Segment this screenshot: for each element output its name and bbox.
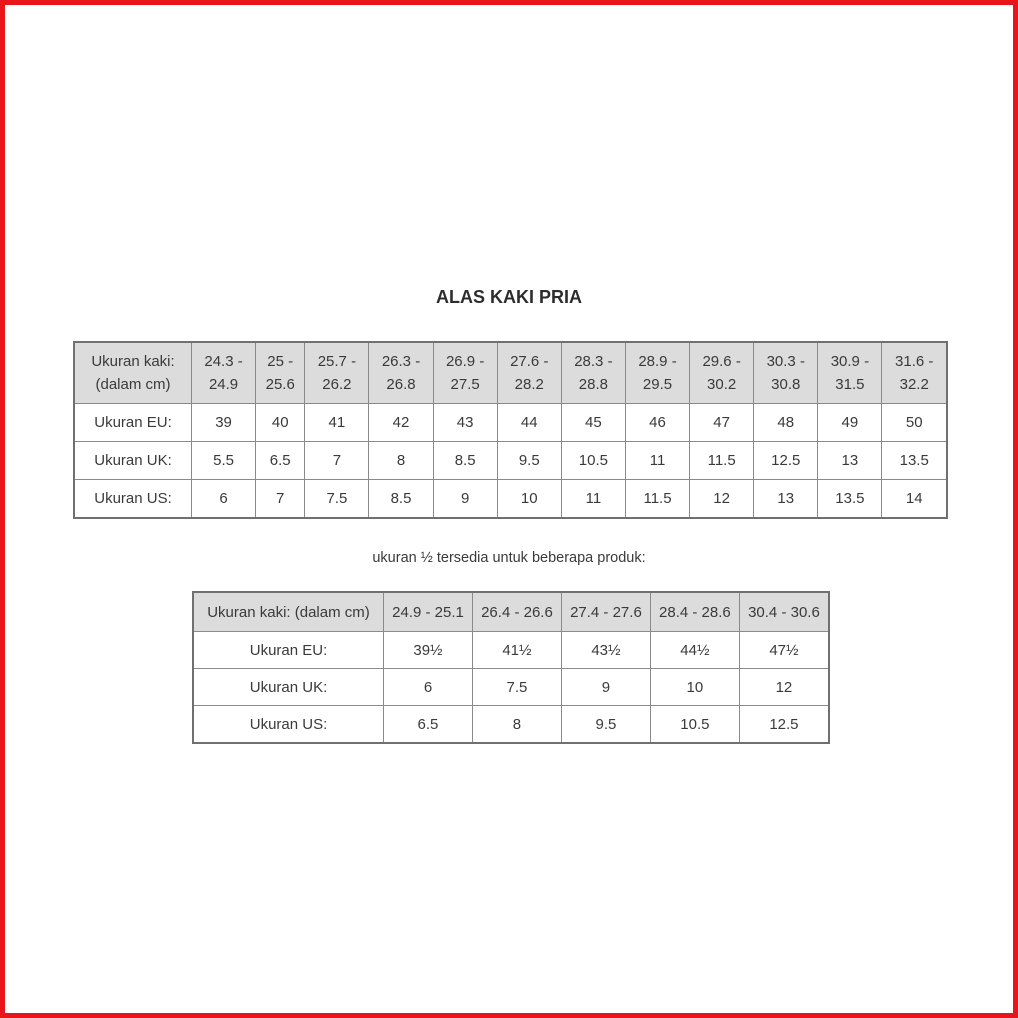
header-label-cell bbox=[74, 342, 192, 404]
size-cm-cell bbox=[818, 342, 882, 404]
table-cell: 10.5 bbox=[650, 706, 739, 744]
table-row-us bbox=[74, 480, 947, 519]
size-cm-line: 26.8 bbox=[386, 376, 416, 393]
table-cell: 10 bbox=[650, 669, 739, 706]
table-cell: 43½ bbox=[561, 632, 650, 669]
size-cm-line: 26.9 - bbox=[445, 353, 485, 370]
size-cm-cell bbox=[754, 342, 818, 404]
table-cell: 9.5 bbox=[497, 442, 561, 480]
size-cm-cell: 27.4 - 27.6 bbox=[561, 592, 650, 632]
row-label: Ukuran UK: bbox=[193, 669, 384, 706]
row-label: Ukuran US: bbox=[74, 480, 192, 519]
size-cm-line: 24.9 bbox=[208, 376, 239, 393]
row-label: Ukuran EU: bbox=[74, 404, 192, 442]
table-cell: 11.5 bbox=[690, 442, 754, 480]
size-cm-cell: 24.9 - 25.1 bbox=[384, 592, 473, 632]
table-row-uk bbox=[74, 442, 947, 480]
size-cm-line: 28.8 bbox=[578, 376, 608, 393]
table-cell: 5.5 bbox=[192, 442, 256, 480]
size-cm-line: 32.2 bbox=[899, 376, 929, 393]
table-row-uk bbox=[193, 669, 829, 706]
table-row-eu bbox=[74, 404, 947, 442]
table-cell: 7.5 bbox=[305, 480, 369, 519]
table-cell: 8 bbox=[472, 706, 561, 744]
size-cm-line: 27.6 - bbox=[510, 353, 549, 370]
size-cm-cell bbox=[256, 342, 305, 404]
table-cell: 11 bbox=[625, 442, 689, 480]
size-cm-line: 31.5 bbox=[835, 376, 865, 393]
size-table-main bbox=[73, 341, 948, 519]
size-cm-line: 25.7 - bbox=[317, 353, 357, 370]
size-cm-cell: 30.4 - 30.6 bbox=[739, 592, 829, 632]
table-cell: 12 bbox=[739, 669, 829, 706]
size-table-half bbox=[192, 591, 830, 744]
table-cell: 11.5 bbox=[625, 480, 689, 519]
table-cell: 7 bbox=[305, 442, 369, 480]
table-cell: 10.5 bbox=[561, 442, 625, 480]
size-cm-line: 28.2 bbox=[514, 376, 544, 393]
size-cm-cell bbox=[690, 342, 754, 404]
size-cm-line: 28.3 - bbox=[574, 353, 613, 370]
table-cell: 44 bbox=[497, 404, 561, 442]
size-cm-cell: 26.4 - 26.6 bbox=[472, 592, 561, 632]
size-cm-line: 25 - bbox=[267, 353, 294, 370]
table-cell: 6 bbox=[384, 669, 473, 706]
header-label-cell: Ukuran kaki: (dalam cm) bbox=[193, 592, 384, 632]
table-cell: 41 bbox=[305, 404, 369, 442]
table-cell: 13 bbox=[754, 480, 818, 519]
page-title: ALAS KAKI PRIA bbox=[435, 287, 582, 307]
size-cm-cell bbox=[882, 342, 947, 404]
table-cell: 10 bbox=[497, 480, 561, 519]
header-label-line: (dalam cm) bbox=[95, 376, 171, 393]
table-cell: 13 bbox=[818, 442, 882, 480]
table-cell: 39 bbox=[192, 404, 256, 442]
table-cell: 11 bbox=[561, 480, 625, 519]
size-cm-line: 29.5 bbox=[642, 376, 673, 393]
row-label: Ukuran EU: bbox=[193, 632, 384, 669]
table-cell: 41½ bbox=[472, 632, 561, 669]
row-label: Ukuran UK: bbox=[74, 442, 192, 480]
table-cell: 6.5 bbox=[256, 442, 305, 480]
table-cell: 48 bbox=[754, 404, 818, 442]
size-cm-cell bbox=[433, 342, 497, 404]
table-row-eu bbox=[193, 632, 829, 669]
size-cm-line: 30.8 bbox=[771, 376, 801, 393]
table-cell: 44½ bbox=[650, 632, 739, 669]
size-cm-cell bbox=[625, 342, 689, 404]
size-cm-line: 31.6 - bbox=[895, 353, 934, 370]
header-label-line: Ukuran kaki: bbox=[91, 353, 175, 370]
table-cell: 13.5 bbox=[882, 442, 947, 480]
table-cell: 12.5 bbox=[739, 706, 829, 744]
size-cm-line: 24.3 - bbox=[204, 353, 243, 370]
size-cm-line: 27.5 bbox=[450, 376, 480, 393]
table-cell: 8.5 bbox=[369, 480, 433, 519]
size-cm-cell bbox=[369, 342, 433, 404]
size-cm-cell bbox=[497, 342, 561, 404]
table-cell: 46 bbox=[625, 404, 689, 442]
size-cm-line: 26.3 - bbox=[381, 353, 421, 370]
table-cell: 39½ bbox=[384, 632, 473, 669]
row-label: Ukuran US: bbox=[193, 706, 384, 744]
table-cell: 40 bbox=[256, 404, 305, 442]
table-cell: 7 bbox=[256, 480, 305, 519]
half-size-note: ukuran ½ tersedia untuk beberapa produk: bbox=[372, 550, 646, 566]
table-row-us bbox=[193, 706, 829, 744]
size-cm-line: 30.3 - bbox=[766, 353, 805, 370]
size-cm-line: 29.6 - bbox=[702, 353, 741, 370]
size-cm-line: 26.2 bbox=[322, 376, 352, 393]
table-cell: 8.5 bbox=[433, 442, 497, 480]
table-cell: 50 bbox=[882, 404, 947, 442]
table-cell: 6.5 bbox=[384, 706, 473, 744]
size-cm-line: 30.2 bbox=[707, 376, 737, 393]
table-cell: 9.5 bbox=[561, 706, 650, 744]
size-cm-line: 25.6 bbox=[265, 376, 295, 393]
table-cell: 47 bbox=[690, 404, 754, 442]
table-cell: 6 bbox=[192, 480, 256, 519]
table-cell: 12 bbox=[690, 480, 754, 519]
table-cell: 42 bbox=[369, 404, 433, 442]
size-cm-cell bbox=[305, 342, 369, 404]
table-cell: 12.5 bbox=[754, 442, 818, 480]
size-cm-line: 30.9 - bbox=[830, 353, 870, 370]
table-cell: 7.5 bbox=[472, 669, 561, 706]
size-cm-cell bbox=[192, 342, 256, 404]
table-cell: 14 bbox=[882, 480, 947, 519]
size-cm-cell: 28.4 - 28.6 bbox=[650, 592, 739, 632]
table-cell: 13.5 bbox=[818, 480, 882, 519]
table-cell: 9 bbox=[561, 669, 650, 706]
size-cm-cell bbox=[561, 342, 625, 404]
table-cell: 8 bbox=[369, 442, 433, 480]
table-header-row bbox=[193, 592, 829, 632]
table-cell: 47½ bbox=[739, 632, 829, 669]
table-header-row bbox=[74, 342, 947, 404]
table-cell: 49 bbox=[818, 404, 882, 442]
table-cell: 45 bbox=[561, 404, 625, 442]
table-cell: 9 bbox=[433, 480, 497, 519]
table-cell: 43 bbox=[433, 404, 497, 442]
size-cm-line: 28.9 - bbox=[638, 353, 677, 370]
